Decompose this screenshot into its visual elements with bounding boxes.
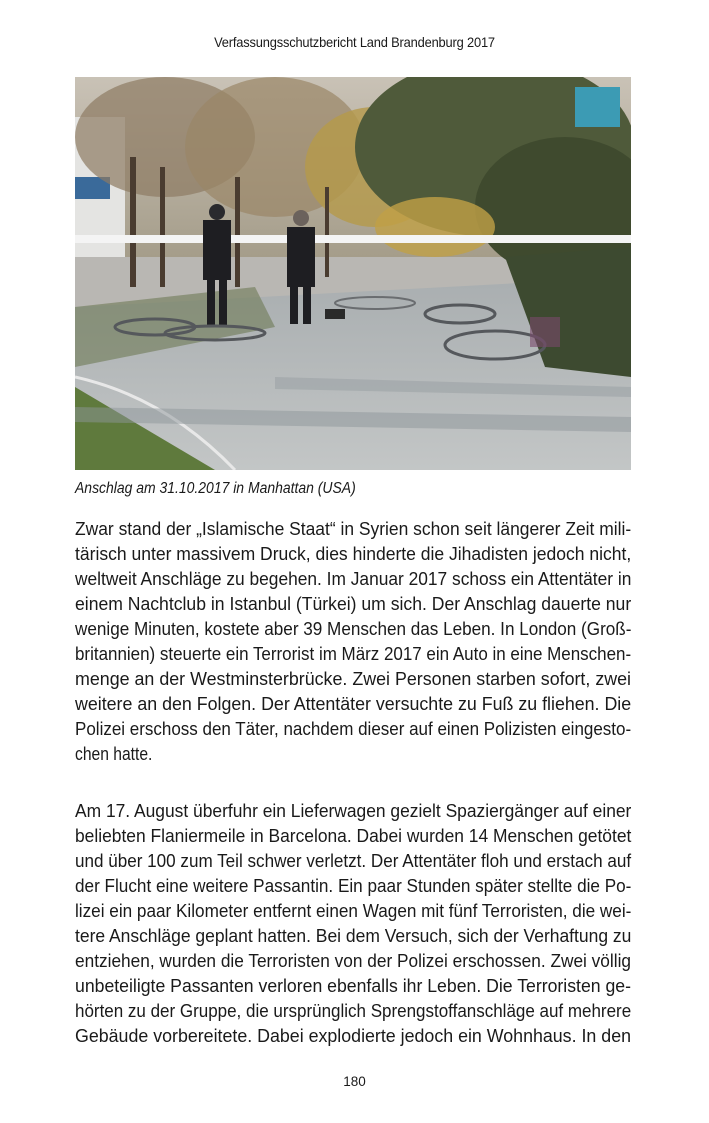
paragraph-2 xyxy=(75,799,631,1049)
text-line: beliebten Flaniermeile in Barcelona. Dabei wurden 14 Menschen getötet xyxy=(75,826,632,846)
text-line: Gebäude vorbereitete. Dabei explodierte jedoch ein Wohnhaus. In den xyxy=(75,1026,631,1046)
text-line: wenige Minuten, kostete aber 39 Menschen das Leben. In London (Groß- xyxy=(75,619,632,639)
text-line: Polizei erschoss den Täter, nachdem dieser auf einen Polizisten eingesto- xyxy=(75,719,632,739)
paragraph-1 xyxy=(75,517,631,767)
text-line: lizei ein paar Kilometer entfernt einen Wagen mit fünf Terroristen, die wei- xyxy=(75,901,632,921)
page-number: 180 xyxy=(343,1074,366,1089)
text-line: Am 17. August überfuhr ein Lieferwagen gezielt Spaziergänger auf einer xyxy=(75,801,632,821)
text-line: menge an der Westminsterbrücke. Zwei Personen starben sofort, zwei xyxy=(75,669,631,689)
figure-photo xyxy=(75,77,631,470)
figure-caption: Anschlag am 31.10.2017 in Manhattan (USA) xyxy=(75,480,356,497)
text-line: unbeteiligte Passanten verloren ebenfalls ihr Leben. Die Terroristen ge- xyxy=(75,976,631,996)
text-line: entziehen, wurden die Terroristen von der Polizei erschossen. Zwei völlig xyxy=(75,951,632,971)
text-line: tärisch unter massivem Druck, dies hinderte die Jihadisten jedoch nicht, xyxy=(75,544,632,564)
photo-image-icon xyxy=(75,77,631,470)
text-line: hörten zu der Gruppe, die ursprünglich Sprengstoffanschläge auf mehrere xyxy=(75,1001,632,1021)
text-line: weitere an den Folgen. Der Attentäter versuchte zu Fuß zu fliehen. Die xyxy=(75,694,632,714)
text-line: Zwar stand der „Islamische Staat“ in Syrien schon seit längerer Zeit mili- xyxy=(75,519,632,539)
text-line: der Flucht eine weitere Passantin. Ein paar Stunden später stellte die Po- xyxy=(75,876,632,896)
text-line: einem Nachtclub in Istanbul (Türkei) um sich. Der Anschlag dauerte nur xyxy=(75,594,632,614)
text-line: und über 100 zum Teil schwer verletzt. Der Attentäter floh und erstach auf xyxy=(75,851,632,871)
text-line: weltweit Anschläge zu begehen. Im Januar 2017 schoss ein Attentäter in xyxy=(75,569,632,589)
text-line: tere Anschläge geplant hatten. Bei dem Versuch, sich der Verhaftung zu xyxy=(75,926,632,946)
text-line: britannien) steuerte ein Terrorist im März 2017 ein Auto in eine Menschen- xyxy=(75,644,632,664)
running-header: Verfassungsschutzbericht Land Brandenburg 2017 xyxy=(214,34,495,50)
text-line: chen hatte. xyxy=(75,744,153,764)
